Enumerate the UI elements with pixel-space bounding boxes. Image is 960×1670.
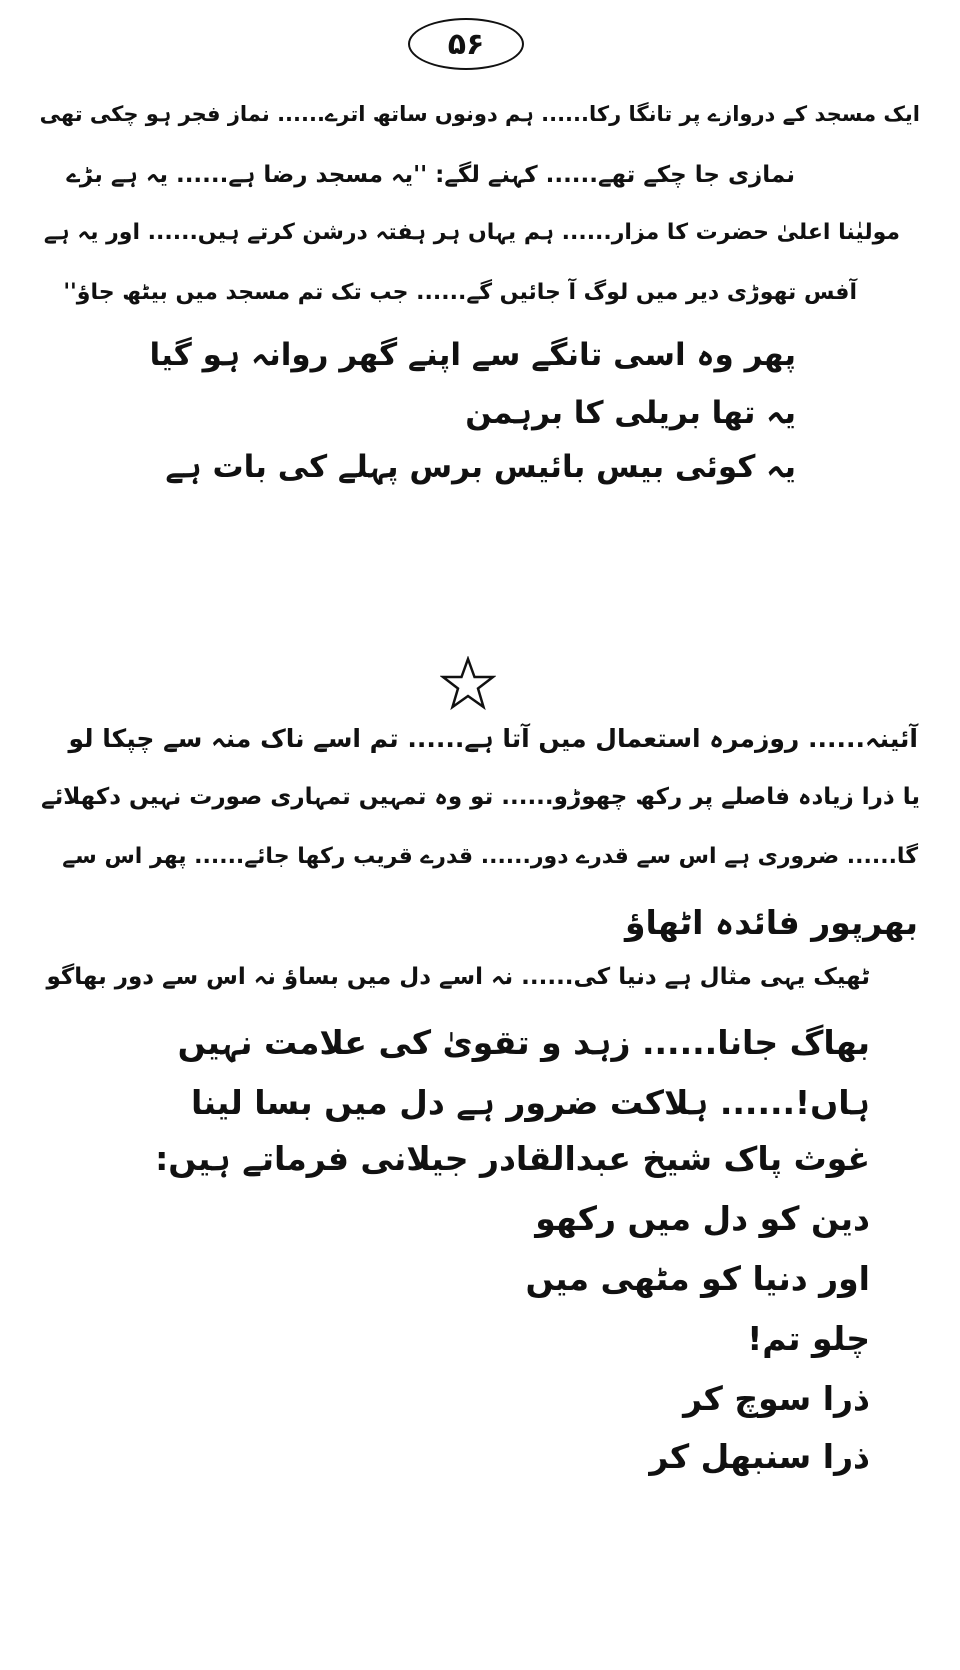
text-line: آفس تھوڑی دیر میں لوگ آ جائیں گے...... جب تک تم مسجد میں بیٹھ جاؤ'' <box>63 280 857 305</box>
text-line: بھرپور فائدہ اٹھاؤ <box>625 903 918 942</box>
text-line: ذرا سوچ کر <box>683 1379 870 1418</box>
text-line: ذرا سنبھل کر <box>649 1437 870 1476</box>
text-line: پھر وہ اسی تانگے سے اپنے گھر روانہ ہو گیا <box>149 337 796 373</box>
page-number: ۵۶ <box>408 18 524 70</box>
text-line: آئینہ...... روزمرہ استعمال میں آتا ہے...... تم اسے ناک منہ سے چپکا لو <box>68 724 918 753</box>
text-line: ہاں!...... ہلاکت ضرور ہے دل میں بسا لینا <box>191 1083 870 1122</box>
text-line: یہ تھا بریلی کا برہمن <box>465 395 796 431</box>
text-line: غوث پاک شیخ عبدالقادر جیلانی فرماتے ہیں: <box>155 1139 870 1178</box>
text-line: ٹھیک یہی مثال ہے دنیا کی...... نہ اسے دل میں بساؤ نہ اس سے دور بھاگو <box>46 964 870 990</box>
text-line: نمازی جا چکے تھے...... کہنے لگے: ''یہ مسجد رضا ہے...... یہ ہے بڑے <box>66 162 795 188</box>
text-line: گا...... ضروری ہے اس سے قدرے دور...... قدرے قریب رکھا جائے...... پھر اس سے <box>62 844 918 869</box>
text-line: بھاگ جانا...... زہد و تقویٰ کی علامت نہیں <box>177 1023 870 1062</box>
text-line: مولیٰنا اعلیٰ حضرت کا مزار...... ہم یہاں ہر ہفتہ درشن کرتے ہیں...... اور یہ ہے <box>43 220 900 245</box>
text-line: یا ذرا زیادہ فاصلے پر رکھ چھوڑو...... تو وہ تمہیں تمہاری صورت نہیں دکھلائے <box>41 784 920 810</box>
text-line: یہ کوئی بیس بائیس برس پہلے کی بات ہے <box>165 449 796 485</box>
text-line: چلو تم! <box>747 1319 870 1358</box>
text-line: دین کو دل میں رکھو <box>535 1199 870 1238</box>
text-line: ایک مسجد کے دروازے پر تانگا رکا...... ہم دونوں ساتھ اترے...... نماز فجر ہو چکی تھی <box>39 102 920 126</box>
star-outline-icon <box>440 656 496 712</box>
text-line: اور دنیا کو مٹھی میں <box>525 1259 870 1298</box>
